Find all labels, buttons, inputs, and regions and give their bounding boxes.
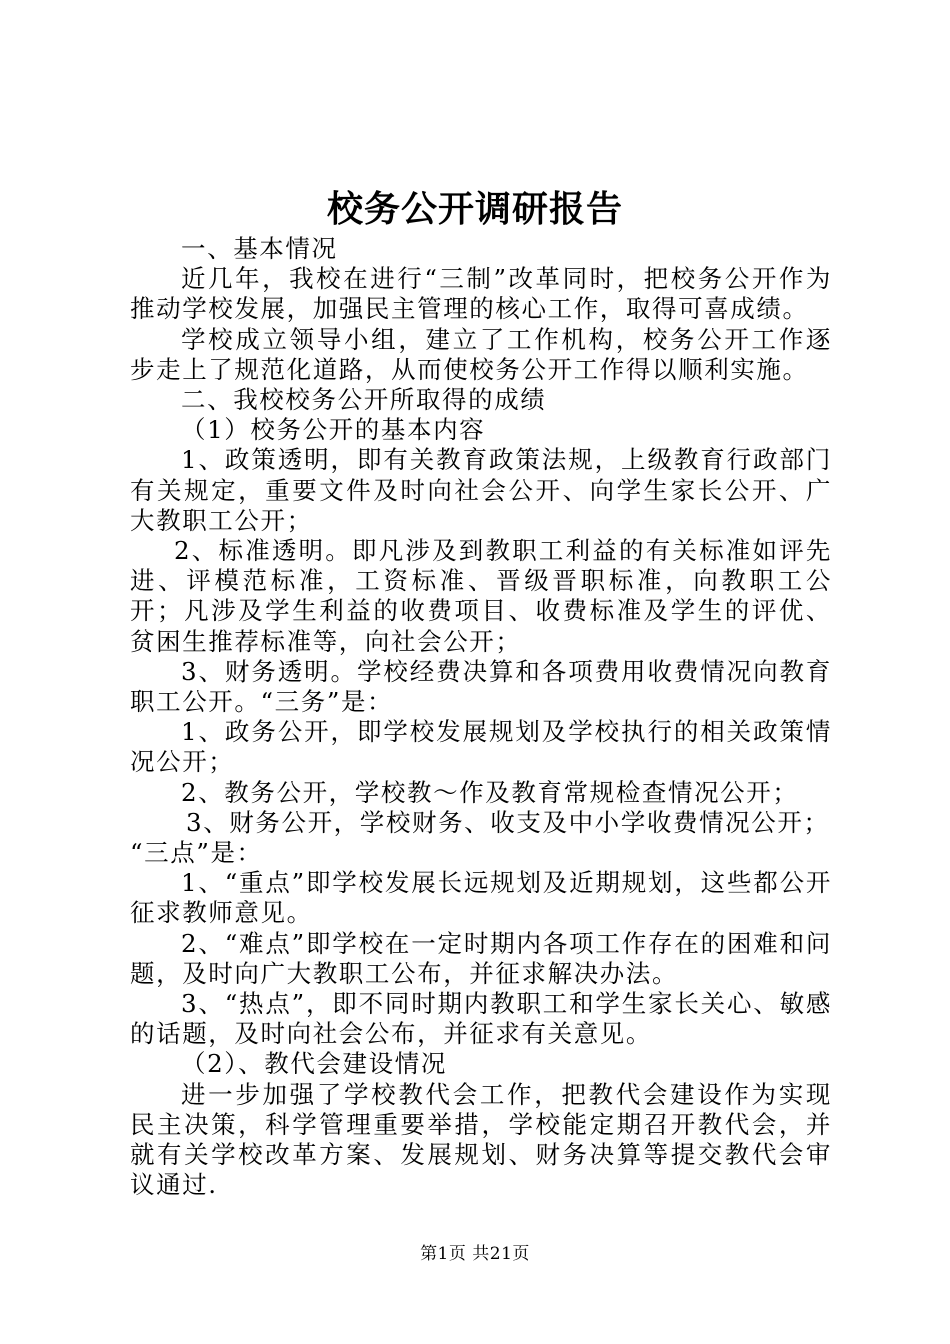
paragraph: “三点”是： [130, 838, 263, 868]
list-item: 1、“重点”即学校发展长远规划及近期规划，这些都公开征求教师意见。 [130, 868, 832, 928]
paragraph: 进一步加强了学校教代会工作，把教代会建设作为实现民主决策，科学管理重要举措，学校能定期召开教代会，并就有关学校改革方案、发展规划、财务决算等提交教代会审议通过. [130, 1079, 832, 1200]
list-item: 3、“热点”，即不同时期内教职工和学生家长关心、敏感的话题，及时向社会公布，并征求有关意见。 [130, 989, 832, 1049]
list-item: 1、政策透明，即有关教育政策法规，上级教育行政部门有关规定，重要文件及时向社会公开、向学生家长公开、广大教职工公开； [130, 445, 832, 535]
section-heading-basic: 一、基本情况 [181, 234, 338, 263]
list-item: 1、政务公开，即学校发展规划及学校执行的相关政策情况公开； [130, 717, 832, 777]
list-item: 2、标准透明。即凡涉及到教职工利益的有关标准如评先进、评模范标准，工资标准、晋级晋职标准，向教职工公开；凡涉及学生利益的收费项目、收费标准及学生的评优、贫困生推荐标准等，向社会公开； [130, 536, 832, 656]
subsection-heading-congress: （2）、教代会建设情况 [181, 1049, 447, 1079]
list-item: 3、财务透明。学校经费决算和各项费用收费情况向教育职工公开。“三务”是： [130, 656, 832, 717]
list-item: 2、“难点”即学校在一定时期内各项工作存在的困难和问题，及时向广大教职工公布，并征求解决办法。 [130, 928, 832, 988]
section-heading-achievements: 二、我校校务公开所取得的成绩 [181, 385, 547, 415]
list-item: 3、财务公开，学校财务、收支及中小学收费情况公开； [186, 807, 830, 837]
paragraph: 学校成立领导小组，建立了工作机构，校务公开工作逐步走上了规范化道路，从而使校务公开工作得以顺利实施。 [130, 324, 832, 384]
document-title: 校务公开调研报告 [326, 188, 623, 230]
page-indicator: 第1页 共21页 [420, 1244, 530, 1264]
subsection-heading-content: （1）校务公开的基本内容 [181, 415, 486, 445]
document-body [130, 234, 832, 1201]
paragraph: 近几年，我校在进行“三制”改革同时，把校务公开作为推动学校发展，加强民主管理的核心工作，取得可喜成绩。 [130, 264, 832, 324]
list-item: 2、教务公开，学校教～作及教育常规检查情况公开； [181, 777, 799, 807]
